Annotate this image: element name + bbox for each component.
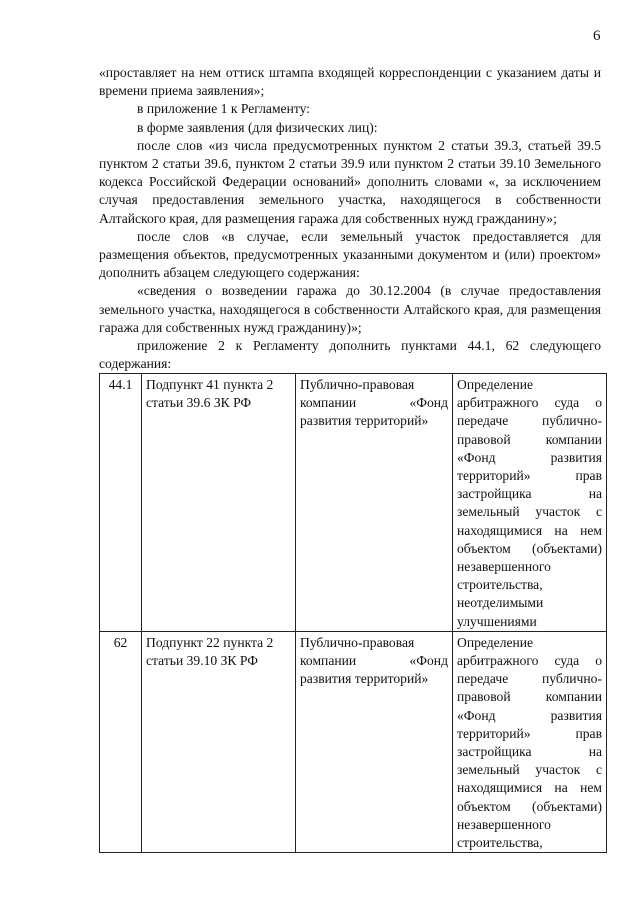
document-body <box>99 64 601 373</box>
table-cell-document: Определение арбитражного суда о передаче публично-правовой компании «Фонд развития территорий» прав застройщика на земельный участок с находящимися на нем объектом (объектами) незавершенного строительства, <box>453 631 607 852</box>
paragraph-application-form: в форме заявления (для физических лиц): <box>137 119 378 135</box>
paragraph-after-words-2: после слов «в случае, если земельный участок предоставляется для размещения объектов, предусмотренных указанными документом и (или) проектом» дополнить абзацем следующего содержания: <box>99 228 601 281</box>
table-cell-basis: Подпункт 22 пункта 2 статьи 39.10 ЗК РФ <box>142 631 296 852</box>
paragraph-garage-info: «сведения о возведении гаража до 30.12.2004 (в случае предоставления земельного участка, находящегося в собственности Алтайского края, для размещения гаража для собственных нужд гражданину)»; <box>99 283 601 335</box>
regulation-table <box>99 373 607 853</box>
table-cell-document: Определение арбитражного суда о передаче публично-правовой компании «Фонд развития территорий» прав застройщика на земельный участок с находящимися на нем объектом (объектами) незавершенного строительства, неотделимыми улучшениями <box>453 374 607 632</box>
table-cell-recipient: Публично-правовая компании «Фонд развития территорий» <box>296 631 453 852</box>
table-cell-recipient: Публично-правовая компании «Фонд развития территорий» <box>296 374 453 632</box>
table-cell-number: 44.1 <box>100 374 142 632</box>
paragraph-appendix-2: приложение 2 к Регламенту дополнить пунктами 44.1, 62 следующего содержания: <box>99 338 601 372</box>
table-cell-number: 62 <box>100 631 142 852</box>
page-number: 6 <box>593 28 601 44</box>
table-row <box>100 631 607 852</box>
table-row <box>100 374 607 632</box>
paragraph-stamp-clause: «проставляет на нем оттиск штампа входящей корреспонденции с указанием даты и времени приема заявления»; <box>99 65 601 99</box>
table-cell-basis: Подпункт 41 пункта 2 статьи 39.6 ЗК РФ <box>142 374 296 632</box>
paragraph-appendix-1: в приложение 1 к Регламенту: <box>137 101 311 117</box>
paragraph-after-words-1: после слов «из числа предусмотренных пунктом 2 статьи 39.3, статьей 39.5 пунктом 2 статьи 39.6, пунктом 2 статьи 39.9 или пунктом 2 статьи 39.10 Земельного кодекса Российской Федерации оснований» дополнить словами «, за исключением случая предоставления земельного участка, находящегося в собственности Алтайского края, для размещения гаража для собственных нужд гражданину»; <box>99 137 601 226</box>
